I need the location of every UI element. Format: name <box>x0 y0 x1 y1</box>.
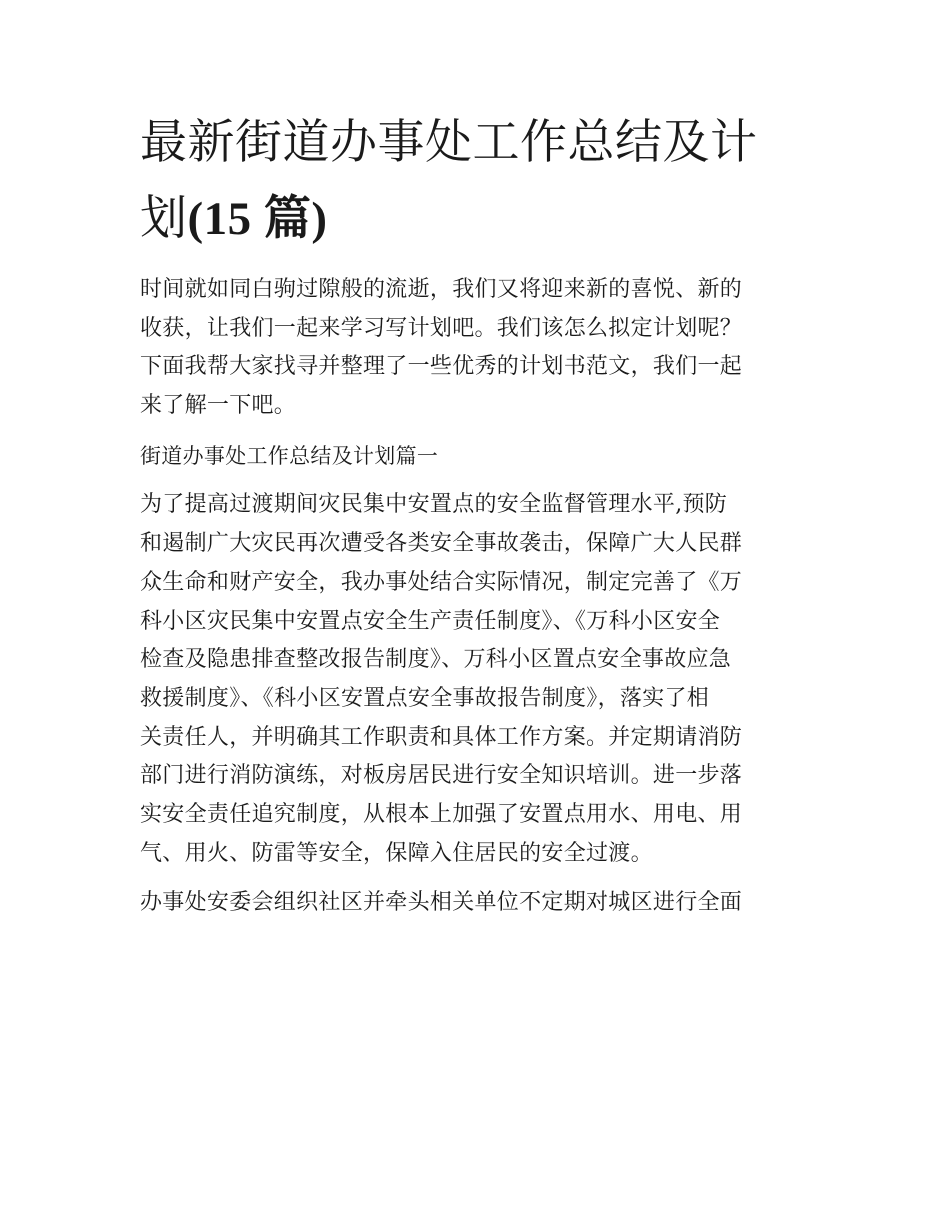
title-line: 最新街道办事处工作总结及计 <box>140 115 758 170</box>
text-line: 检查及隐患排查整改报告制度》、万科小区置点安全事故应急 <box>140 647 732 673</box>
section-heading-text: 街道办事处工作总结及计划篇一 <box>140 443 439 468</box>
text-line: 办事处安委会组织社区并牵头相关单位不定期对城区进行全面 <box>140 890 743 916</box>
body-paragraph <box>140 884 812 923</box>
title-count: (15 篇) <box>187 193 328 245</box>
title-line-text: 划 <box>140 191 188 246</box>
text-line: 科小区灾民集中安置点安全生产责任制度》、《万科小区安全 <box>140 608 721 634</box>
text-line: 收获，让我们一起来学习写计划吧。我们该怎么拟定计划呢？ <box>140 315 743 341</box>
text-line: 救援制度》、《科小区安置点安全事故报告制度》，落实了相 <box>140 685 710 711</box>
intro-paragraph <box>140 271 812 426</box>
body-paragraph <box>140 486 812 873</box>
text-line: 关责任人，并明确其工作职责和具体工作方案。并定期请消防 <box>140 724 743 750</box>
document-content <box>140 112 812 923</box>
section-heading <box>140 437 812 476</box>
text-line: 众生命和财产安全，我办事处结合实际情况，制定完善了《万 <box>140 569 743 595</box>
text-line: 气、用火、防雷等安全，保障入住居民的安全过渡。 <box>140 840 653 866</box>
document-title <box>140 112 812 250</box>
title-line <box>140 188 812 250</box>
text-line: 和遏制广大灾民再次遭受各类安全事故袭击，保障广大人民群 <box>140 531 743 557</box>
text-line: 来了解一下吧。 <box>140 393 297 419</box>
text-line: 为了提高过渡期间灾民集中安置点的安全监督管理水平,预防 <box>140 492 728 518</box>
text-line: 实安全责任追究制度，从根本上加强了安置点用水、用电、用 <box>140 801 743 827</box>
text-line: 下面我帮大家找寻并整理了一些优秀的计划书范文，我们一起 <box>140 354 743 380</box>
text-line: 时间就如同白驹过隙般的流逝，我们又将迎来新的喜悦、新的 <box>140 277 743 302</box>
text-line: 部门进行消防演练，对板房居民进行安全知识培训。进一步落 <box>140 763 743 789</box>
